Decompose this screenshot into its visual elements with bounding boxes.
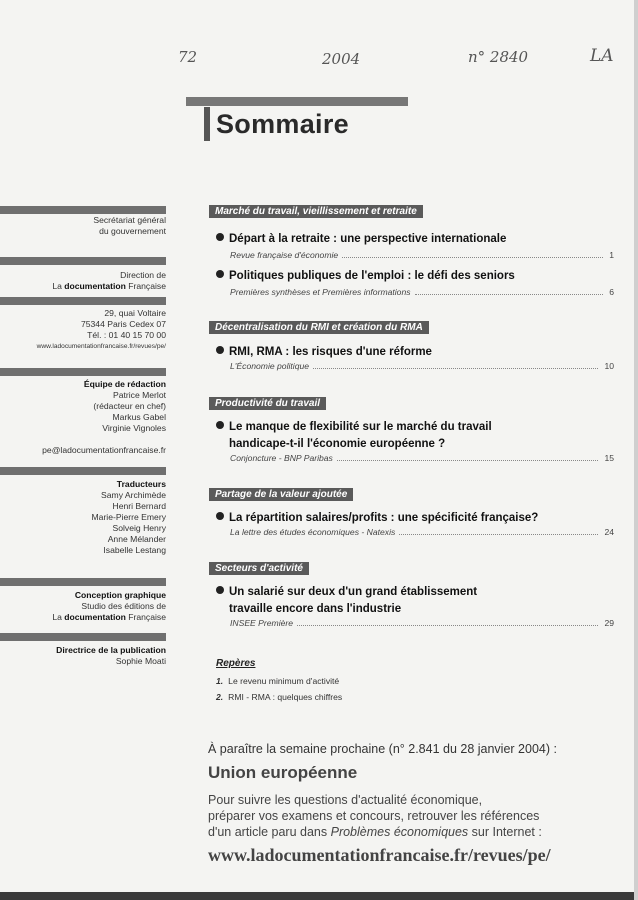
bullet-icon — [216, 421, 224, 429]
article-title-text: Le manque de flexibilité sur le marché du travail — [229, 421, 492, 433]
sidebar-direction — [0, 270, 166, 292]
body-text: d'un article paru dans — [208, 825, 331, 839]
article-title-text: Politiques publiques de l'emploi : le défi des seniors — [229, 270, 515, 282]
article-source — [230, 361, 614, 372]
dot-leader — [313, 361, 598, 369]
publisher-la: La — [52, 281, 62, 291]
handwritten-number: 72 — [178, 48, 198, 66]
article-title-text: La répartition salaires/profits : une spécificité française? — [229, 512, 539, 524]
handwritten-initials: LA — [590, 46, 614, 66]
source-text: La lettre des études économiques - Natexis — [230, 527, 396, 537]
sidebar-directrice — [0, 645, 166, 667]
article-title-cont[interactable]: handicape-t-il l'économie européenne ? — [229, 438, 446, 450]
website-link[interactable]: www.ladocumentationfrancaise.fr/revues/pe/ — [208, 845, 551, 865]
page-right-edge — [634, 0, 638, 900]
sidebar-text: Virginie Vignoles — [102, 423, 166, 433]
sidebar-conception — [0, 590, 166, 623]
sidebar-text: Sophie Moati — [115, 656, 166, 666]
sidebar-email[interactable]: pe@ladocumentationfrancaise.fr — [42, 445, 166, 455]
title-box — [204, 107, 414, 141]
sidebar-divider — [0, 297, 166, 305]
sidebar-heading: Traducteurs — [116, 479, 166, 489]
article-title[interactable] — [216, 510, 538, 527]
sidebar-text: Patrice Merlot — [112, 390, 166, 400]
page-bottom-edge — [0, 892, 638, 900]
reperes-heading: Repères — [216, 658, 256, 669]
next-issue-body — [208, 792, 628, 840]
sidebar-text: Markus Gabel — [112, 412, 166, 422]
article-title[interactable] — [216, 231, 506, 248]
article-title-text: RMI, RMA : les risques d'une réforme — [229, 346, 432, 358]
page-number: 29 — [604, 618, 614, 628]
sidebar-publisher — [0, 281, 166, 292]
sidebar-website[interactable]: www.ladocumentationfrancaise.fr/revues/pe/ — [36, 343, 166, 350]
publisher-doc: documentation — [64, 281, 126, 291]
article-title[interactable] — [216, 344, 432, 361]
sidebar-heading: Directrice de la publication — [56, 645, 166, 655]
article-source — [230, 250, 614, 261]
article-title-text: Un salarié sur deux d'un grand établissement — [229, 586, 478, 598]
sidebar-text: du gouvernement — [99, 226, 166, 236]
sidebar-address — [0, 308, 166, 352]
sidebar-text: Marie-Pierre Emery — [91, 512, 166, 522]
page-number: 24 — [604, 527, 614, 537]
publisher-fr: Française — [128, 281, 166, 291]
reperes-item[interactable] — [216, 692, 342, 702]
sidebar-text: 75344 Paris Cedex 07 — [80, 319, 166, 329]
source-text: Premières synthèses et Premières informations — [230, 287, 411, 297]
sidebar-text: Solveig Henry — [112, 523, 166, 533]
bullet-icon — [216, 346, 224, 354]
article-title-cont[interactable]: travaille encore dans l'industrie — [229, 603, 402, 615]
dot-leader — [342, 250, 603, 258]
article-source — [230, 287, 614, 298]
sidebar-text: Tél. : 01 40 15 70 00 — [87, 330, 166, 340]
page-number: 15 — [604, 453, 614, 463]
sidebar-equipe — [0, 379, 166, 456]
sidebar-divider — [0, 467, 166, 475]
body-line — [208, 824, 628, 840]
dot-leader — [415, 287, 604, 295]
sidebar-heading: Équipe de rédaction — [83, 379, 166, 389]
sidebar-text: Direction de — [120, 270, 166, 280]
bullet-icon — [216, 586, 224, 594]
page-number: 6 — [609, 287, 614, 297]
dot-leader — [399, 527, 598, 535]
sidebar-text: Secrétariat général — [93, 215, 166, 225]
sidebar-text: 29, quai Voltaire — [104, 308, 166, 318]
source-text: Revue française d'économie — [230, 250, 339, 260]
sidebar-traducteurs — [0, 479, 166, 556]
source-text: Conjoncture - BNP Paribas — [230, 453, 333, 463]
next-issue-intro: À paraître la semaine prochaine (n° 2.841 du 28 janvier 2004) : — [208, 742, 557, 756]
article-title[interactable] — [216, 419, 492, 436]
article-source — [230, 527, 614, 538]
magazine-name: Problèmes économiques — [330, 825, 469, 839]
sidebar-sgg — [0, 215, 166, 237]
sidebar-text: Samy Archimède — [101, 490, 166, 500]
article-source — [230, 618, 614, 629]
reperes-text: RMI - RMA : quelques chiffres — [228, 692, 343, 702]
body-line: préparer vos examens et concours, retrouver les références — [208, 809, 540, 823]
article-title[interactable] — [216, 268, 515, 285]
bullet-icon — [216, 233, 224, 241]
dot-leader — [297, 618, 598, 626]
section-heading: Productivité du travail — [209, 397, 326, 410]
sidebar-divider — [0, 578, 166, 586]
publisher-fr: Française — [128, 612, 166, 622]
section-heading: Décentralisation du RMI et création du RMA — [209, 321, 429, 334]
publisher-la: La — [52, 612, 62, 622]
body-line: Pour suivre les questions d'actualité économique, — [208, 793, 483, 807]
sidebar-text: Henri Bernard — [112, 501, 166, 511]
sidebar-publisher — [0, 612, 166, 623]
sidebar-text: Isabelle Lestang — [103, 545, 166, 555]
bullet-icon — [216, 270, 224, 278]
next-issue-title: Union européenne — [208, 763, 358, 782]
body-text: sur Internet : — [468, 825, 542, 839]
reperes-number: 2. — [216, 692, 224, 702]
source-text: INSEE Première — [230, 618, 294, 628]
source-text: L'Économie politique — [230, 361, 310, 371]
reperes-text: Le revenu minimum d'activité — [228, 676, 340, 686]
page-title: Sommaire — [216, 109, 349, 139]
sidebar-divider — [0, 206, 166, 214]
article-source — [230, 453, 614, 464]
bullet-icon — [216, 512, 224, 520]
sidebar-text: Studio des éditions de — [81, 601, 166, 611]
sidebar-divider — [0, 257, 166, 265]
sidebar-heading: Conception graphique — [74, 590, 166, 600]
handwritten-issue: n° 2840 — [468, 48, 529, 66]
publisher-doc: documentation — [64, 612, 126, 622]
reperes-number: 1. — [216, 676, 224, 686]
handwritten-year: 2004 — [322, 50, 361, 68]
section-heading: Marché du travail, vieillissement et retraite — [209, 205, 423, 218]
sidebar-text: (rédacteur en chef) — [93, 401, 166, 411]
sidebar-divider — [0, 633, 166, 641]
sidebar-divider — [0, 368, 166, 376]
page-number: 10 — [604, 361, 614, 371]
section-heading: Secteurs d'activité — [209, 562, 309, 575]
sidebar-text: Anne Mélander — [107, 534, 166, 544]
dot-leader — [337, 453, 599, 461]
reperes-item[interactable] — [216, 676, 339, 686]
page-number: 1 — [609, 250, 614, 260]
title-bar — [186, 97, 408, 106]
section-heading: Partage de la valeur ajoutée — [209, 488, 353, 501]
article-title[interactable] — [216, 584, 477, 601]
article-title-text: Départ à la retraite : une perspective internationale — [229, 233, 507, 245]
